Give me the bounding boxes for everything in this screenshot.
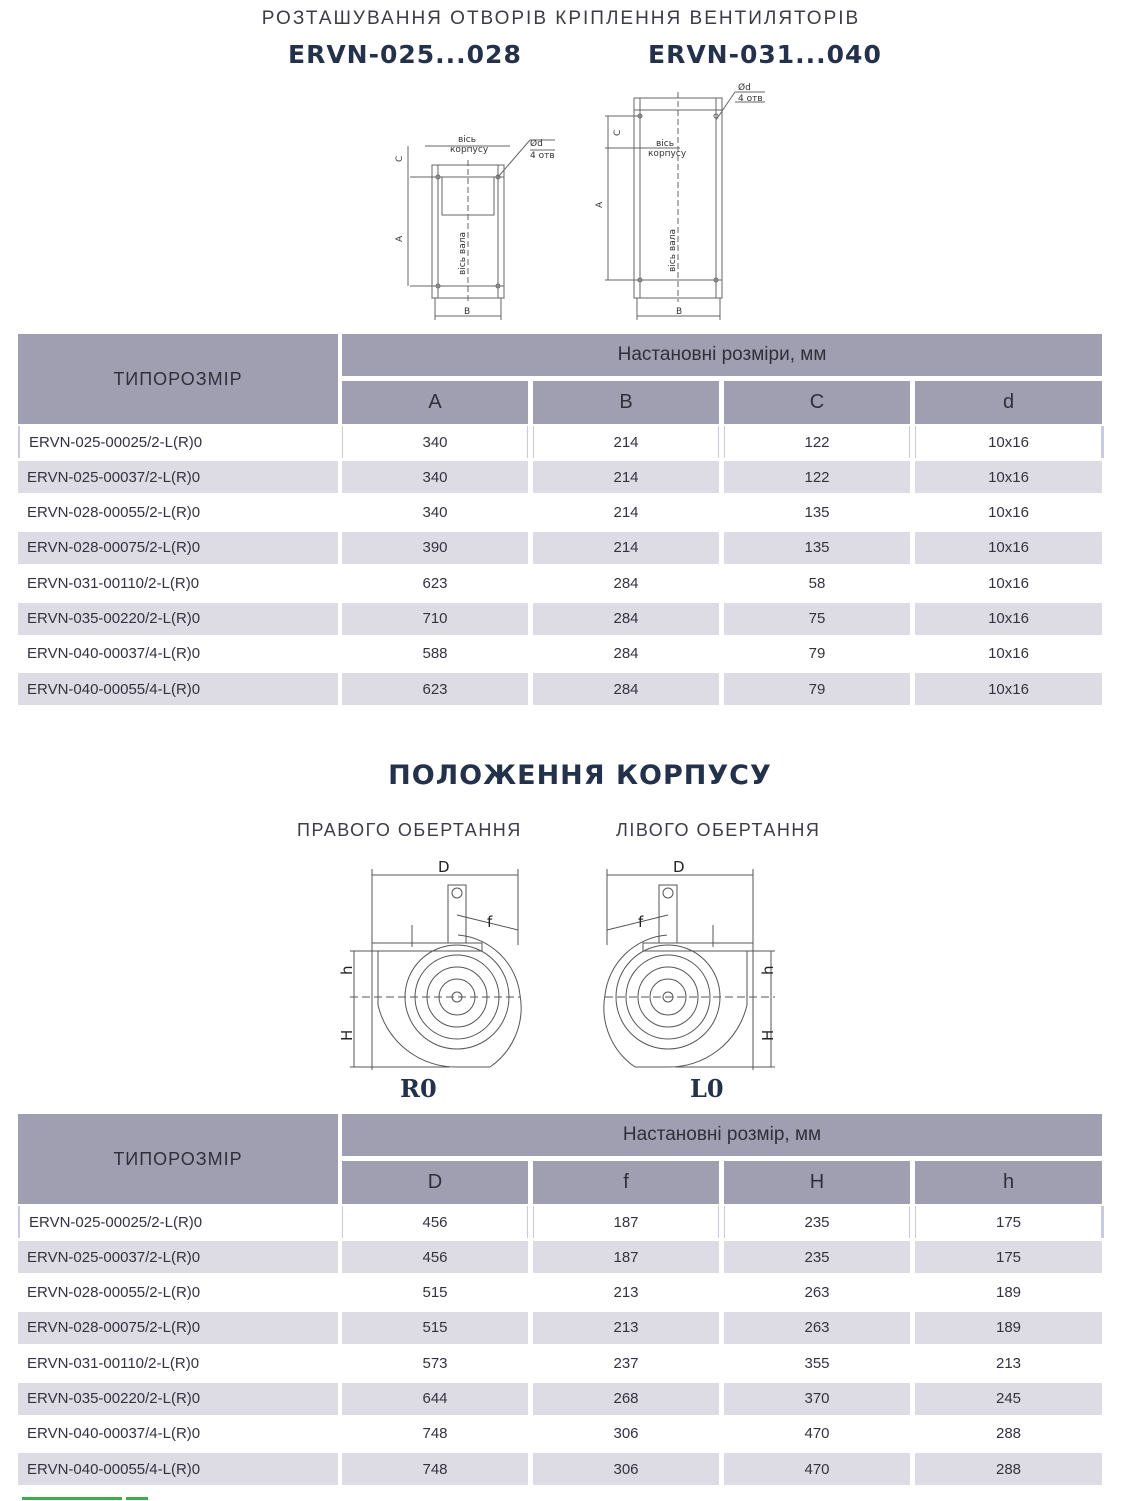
dim-h-small-right-rotation: h — [338, 965, 356, 975]
value-cell: 58 — [808, 574, 826, 592]
left-rotation-code: L0 — [690, 1074, 724, 1103]
value-cell: 189 — [915, 1312, 1102, 1344]
model-name-cell: ERVN-025-00037/2-L(R)0 — [18, 461, 338, 493]
value-cell: 175 — [915, 1206, 1102, 1238]
dim-f-right-rotation: f — [487, 913, 493, 931]
value-cell: 306 — [533, 1453, 719, 1485]
group-header: Настановні розміри, мм — [342, 334, 1102, 376]
column-header: H — [724, 1161, 910, 1204]
column-header: f — [533, 1161, 719, 1204]
value-cell: 340 — [342, 461, 528, 493]
value-cell: 10x16 — [915, 603, 1102, 635]
value-cell: 748 — [422, 1425, 448, 1443]
dim-c-right: C — [613, 129, 623, 136]
value-cell: 135 — [804, 504, 830, 522]
hole-diameter-label-right: Ød — [738, 83, 751, 93]
size-header: ТИПОРОЗМІР — [18, 334, 338, 424]
value-cell: 10x16 — [988, 504, 1029, 522]
dim-d-right-rotation: D — [438, 858, 450, 876]
value-cell: 263 — [804, 1284, 830, 1302]
table-row — [18, 1347, 1102, 1379]
shaft-axis-right: вісь вала — [668, 228, 678, 272]
value-cell: 456 — [342, 1206, 528, 1238]
value-cell: 10x16 — [915, 532, 1102, 564]
dim-h-large-right-rotation: H — [338, 1029, 356, 1041]
model-name-cell: ERVN-035-00220/2-L(R)0 — [18, 1383, 338, 1415]
dim-f-left-rotation: f — [638, 913, 644, 931]
value-cell: 10x16 — [988, 574, 1029, 592]
value-cell: 355 — [804, 1354, 830, 1372]
value-cell: 470 — [724, 1453, 910, 1485]
value-cell: 235 — [724, 1206, 910, 1238]
dim-b-right: B — [676, 307, 683, 317]
value-cell: 288 — [995, 1425, 1022, 1443]
value-cell: 623 — [342, 673, 528, 705]
right-rotation-label: ПРАВОГО ОБЕРТАННЯ — [297, 820, 522, 840]
footer-accent-line — [126, 1497, 148, 1500]
column-header: d — [915, 381, 1102, 424]
model-name-cell: ERVN-040-00037/4-L(R)0 — [27, 1425, 201, 1443]
dim-b-left: B — [464, 307, 471, 317]
column-header: D — [342, 1161, 528, 1204]
dim-d-left-rotation: D — [673, 858, 685, 876]
value-cell: 456 — [342, 1241, 528, 1273]
hole-count-label: 4 отв — [530, 151, 555, 161]
table-row — [18, 673, 1102, 705]
model-name-cell: ERVN-028-00075/2-L(R)0 — [18, 532, 338, 564]
table-row — [18, 426, 1104, 458]
axis-body-label-right: вісь — [656, 139, 675, 149]
value-cell: 748 — [342, 1453, 528, 1485]
value-cell: 268 — [533, 1383, 719, 1415]
value-cell: 214 — [533, 461, 719, 493]
model-title-right: ERVN-031...040 — [648, 40, 882, 69]
value-cell: 710 — [342, 603, 528, 635]
hole-count-label-right: 4 отв — [738, 94, 763, 104]
footer-accent-line — [22, 1497, 122, 1500]
hole-diameter-label: Ød — [530, 139, 543, 149]
model-name-cell: ERVN-040-00055/4-L(R)0 — [18, 673, 338, 705]
value-cell: 214 — [533, 532, 719, 564]
model-title-left: ERVN-025...028 — [288, 40, 522, 69]
value-cell: 263 — [724, 1312, 910, 1344]
value-cell: 515 — [342, 1312, 528, 1344]
value-cell: 235 — [724, 1241, 910, 1273]
mounting-dimensions-table — [18, 334, 1102, 710]
table-row — [18, 638, 1102, 670]
model-name-cell: ERVN-025-00037/2-L(R)0 — [18, 1241, 338, 1273]
table-row — [18, 1383, 1102, 1415]
value-cell: 214 — [533, 426, 719, 458]
value-cell: 187 — [533, 1206, 719, 1238]
table-row — [18, 1312, 1102, 1344]
column-header: B — [533, 381, 719, 424]
value-cell: 623 — [422, 574, 448, 592]
model-name-cell: ERVN-028-00055/2-L(R)0 — [27, 1284, 201, 1302]
value-cell: 340 — [342, 426, 528, 458]
axis-body-label-right-2: корпусу — [648, 149, 687, 159]
housing-dimensions-table — [18, 1114, 1102, 1490]
value-cell: 10x16 — [915, 426, 1102, 458]
value-cell: 213 — [995, 1354, 1022, 1372]
value-cell: 588 — [422, 645, 448, 663]
dim-c-left: C — [395, 155, 405, 162]
model-name-cell: ERVN-035-00220/2-L(R)0 — [18, 603, 338, 635]
table-row — [18, 1241, 1102, 1273]
value-cell: 515 — [422, 1284, 448, 1302]
column-header: A — [342, 381, 528, 424]
model-name-cell: ERVN-025-00025/2-L(R)0 — [18, 1206, 338, 1238]
value-cell: 390 — [342, 532, 528, 564]
value-cell: 573 — [422, 1354, 448, 1372]
shaft-axis-left: вісь вала — [458, 231, 468, 275]
axis-body-label: вісь — [458, 135, 477, 145]
table-row — [18, 1206, 1104, 1238]
value-cell: 340 — [422, 504, 448, 522]
value-cell: 237 — [613, 1354, 639, 1372]
dim-a-right: A — [595, 201, 605, 208]
value-cell: 79 — [808, 645, 826, 663]
value-cell: 189 — [995, 1284, 1022, 1302]
table-row — [18, 1277, 1102, 1309]
table-row — [18, 497, 1102, 529]
model-name-cell: ERVN-028-00055/2-L(R)0 — [27, 504, 201, 522]
table-row — [18, 603, 1102, 635]
value-cell: 284 — [533, 603, 719, 635]
section-title: ПОЛОЖЕННЯ КОРПУСУ — [388, 760, 772, 791]
mounting-holes-drawing — [380, 80, 800, 330]
table-row — [18, 461, 1102, 493]
size-header: ТИПОРОЗМІР — [18, 1114, 338, 1204]
value-cell: 284 — [613, 574, 639, 592]
group-header: Настановні розмір, мм — [342, 1114, 1102, 1156]
value-cell: 135 — [724, 532, 910, 564]
value-cell: 213 — [613, 1284, 639, 1302]
value-cell: 10x16 — [988, 645, 1029, 663]
column-header: C — [724, 381, 910, 424]
model-name-cell: ERVN-025-00025/2-L(R)0 — [18, 426, 338, 458]
dim-a-left: A — [395, 235, 405, 242]
left-rotation-label: ЛІВОГО ОБЕРТАННЯ — [616, 820, 821, 840]
value-cell: 470 — [804, 1425, 830, 1443]
value-cell: 122 — [724, 461, 910, 493]
value-cell: 175 — [915, 1241, 1102, 1273]
value-cell: 75 — [724, 603, 910, 635]
model-name-cell: ERVN-040-00055/4-L(R)0 — [18, 1453, 338, 1485]
housing-position-drawing — [330, 855, 800, 1080]
dim-h-small-left-rotation: h — [759, 965, 777, 975]
model-name-cell: ERVN-031-00110/2-L(R)0 — [27, 1354, 200, 1372]
value-cell: 10x16 — [915, 673, 1102, 705]
value-cell: 306 — [613, 1425, 639, 1443]
value-cell: 214 — [613, 504, 639, 522]
table-row — [18, 1453, 1102, 1485]
column-header: h — [915, 1161, 1102, 1204]
value-cell: 284 — [613, 645, 639, 663]
value-cell: 644 — [342, 1383, 528, 1415]
value-cell: 370 — [724, 1383, 910, 1415]
axis-body-label-2: корпусу — [450, 145, 489, 155]
model-name-cell: ERVN-031-00110/2-L(R)0 — [27, 574, 200, 592]
page-title: РОЗТАШУВАННЯ ОТВОРІВ КРІПЛЕННЯ ВЕНТИЛЯТОРІВ — [261, 8, 861, 29]
value-cell: 284 — [533, 673, 719, 705]
table-row — [18, 532, 1102, 564]
table-row — [18, 1418, 1102, 1450]
dim-h-large-left-rotation: H — [759, 1029, 777, 1041]
value-cell: 288 — [915, 1453, 1102, 1485]
value-cell: 245 — [915, 1383, 1102, 1415]
value-cell: 122 — [724, 426, 910, 458]
right-rotation-code: R0 — [400, 1074, 437, 1103]
table-row — [18, 567, 1102, 599]
value-cell: 79 — [724, 673, 910, 705]
model-name-cell: ERVN-028-00075/2-L(R)0 — [18, 1312, 338, 1344]
value-cell: 10x16 — [915, 461, 1102, 493]
model-name-cell: ERVN-040-00037/4-L(R)0 — [27, 645, 201, 663]
value-cell: 213 — [533, 1312, 719, 1344]
value-cell: 187 — [533, 1241, 719, 1273]
